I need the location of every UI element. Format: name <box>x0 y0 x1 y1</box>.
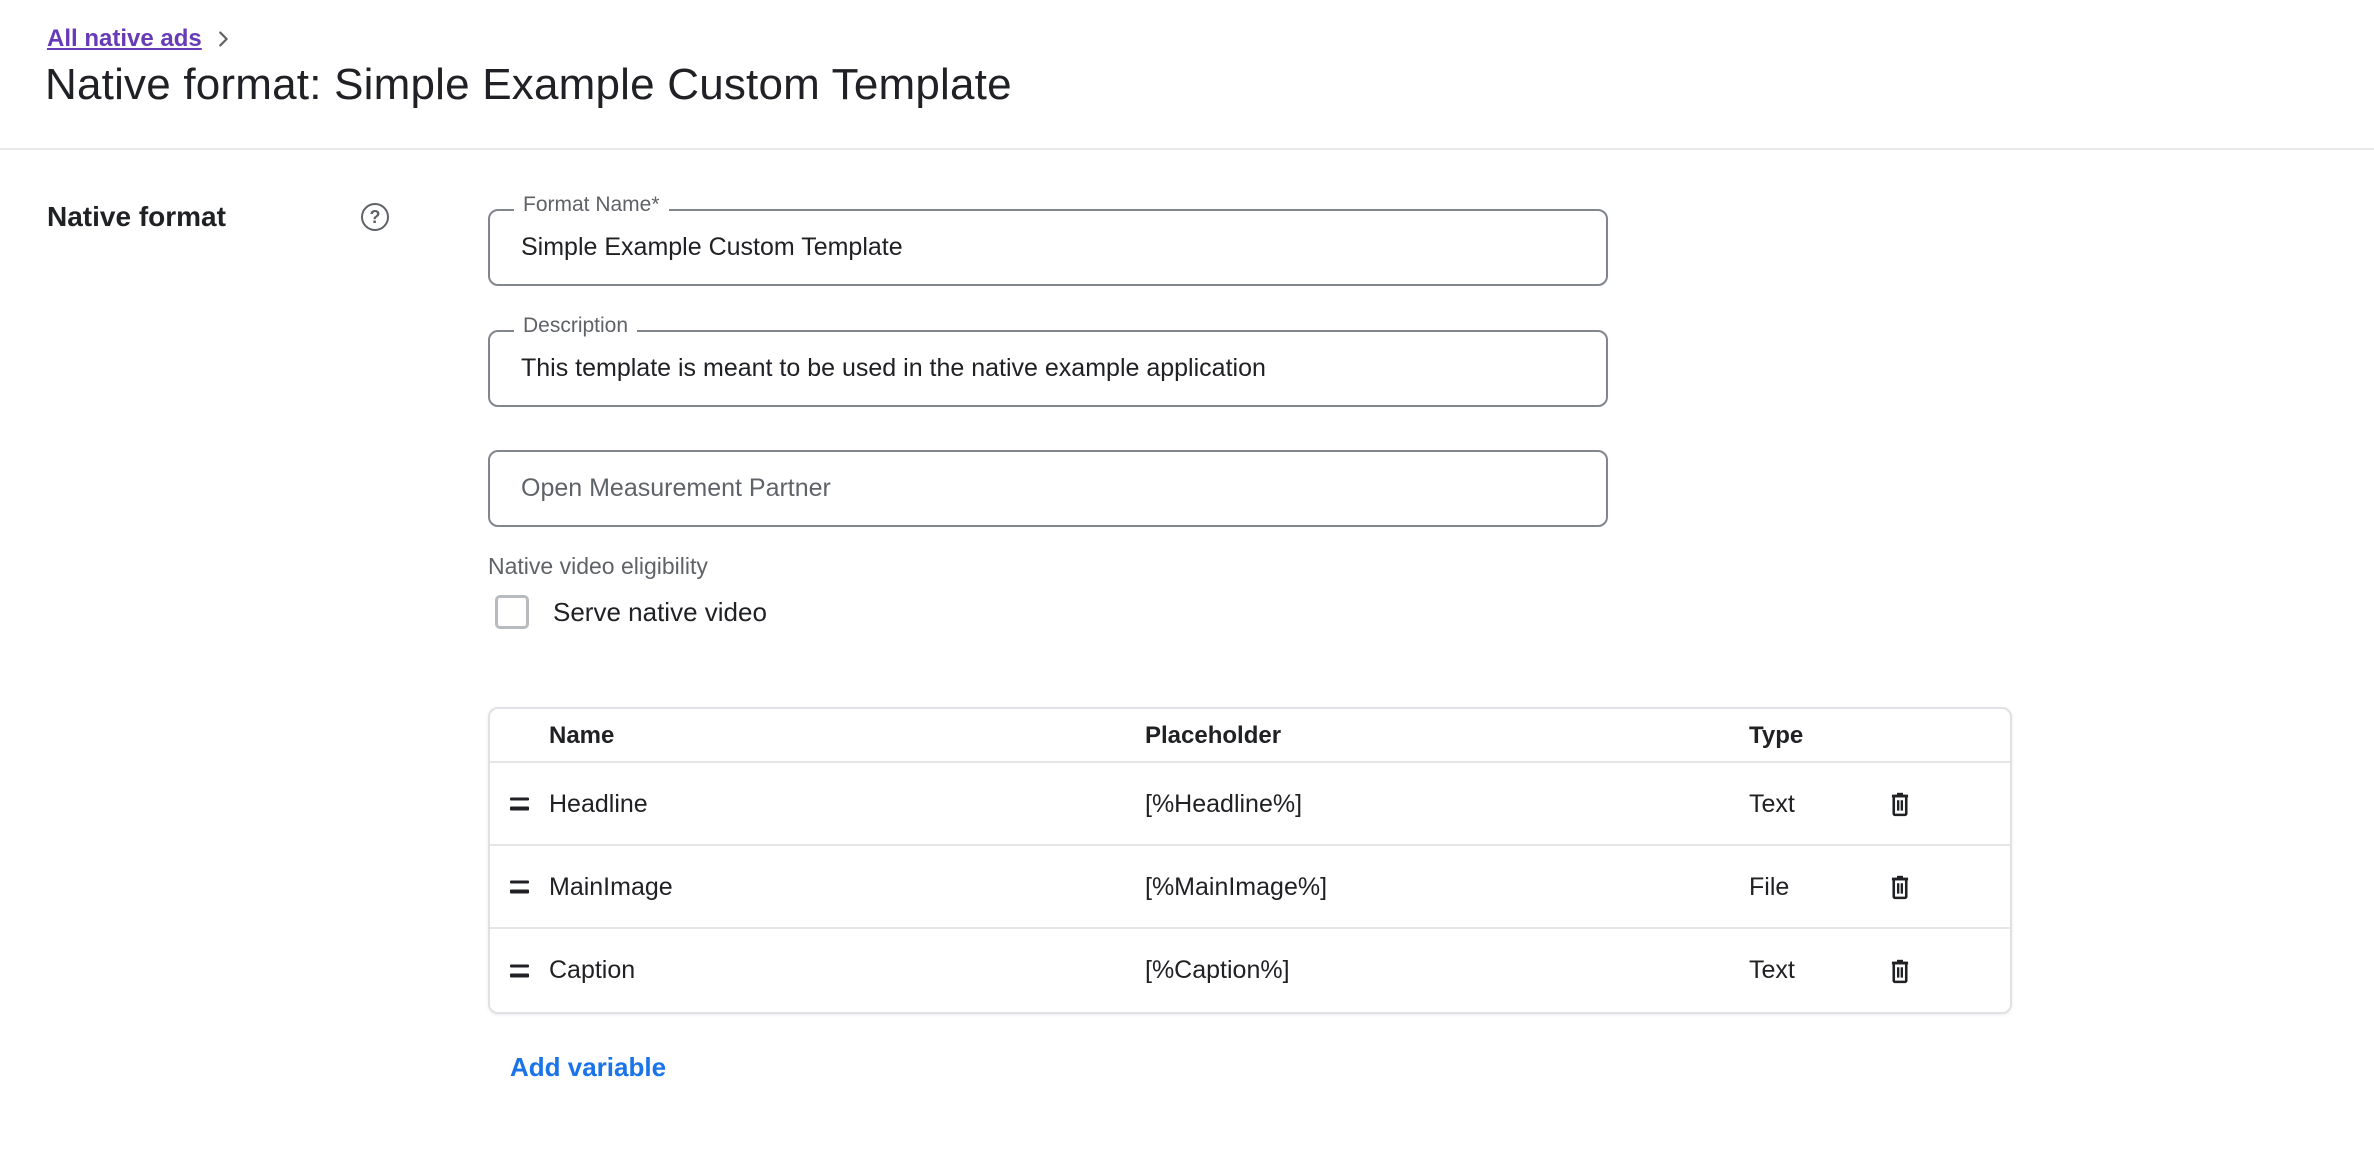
breadcrumb-link-all-native-ads[interactable]: All native ads <box>47 25 202 52</box>
native-video-eligibility-label: Native video eligibility <box>488 553 708 579</box>
trash-icon <box>1887 957 1913 985</box>
variables-table-header <box>490 709 2010 763</box>
chevron-right-icon <box>212 28 234 50</box>
table-row-mainimage <box>490 846 2010 929</box>
format-name-input[interactable] <box>490 211 1606 284</box>
description-input[interactable] <box>490 332 1606 405</box>
variable-type: Text <box>1749 956 1795 984</box>
table-row-caption <box>490 929 2010 1012</box>
column-header-placeholder: Placeholder <box>1145 722 1282 749</box>
variable-name-link[interactable]: MainImage <box>549 873 673 901</box>
variable-type: Text <box>1749 790 1795 818</box>
delete-variable-button[interactable] <box>1885 789 1915 819</box>
column-header-type: Type <box>1749 722 1804 749</box>
header-divider <box>0 148 2374 150</box>
variable-placeholder: [%Headline%] <box>1145 790 1303 818</box>
drag-handle-icon[interactable] <box>510 880 529 893</box>
open-measurement-partner-field <box>488 450 1608 527</box>
variables-table <box>488 707 2012 1014</box>
description-label: Description <box>514 315 637 337</box>
trash-icon <box>1887 790 1913 818</box>
page-title: Native format: Simple Example Custom Template <box>45 60 1012 109</box>
section-label-native-format: Native format <box>47 201 226 232</box>
variable-placeholder: [%Caption%] <box>1145 956 1290 984</box>
variable-type: File <box>1749 873 1790 901</box>
drag-handle-icon[interactable] <box>510 797 529 810</box>
trash-icon <box>1887 873 1913 901</box>
breadcrumb <box>47 24 234 54</box>
open-measurement-partner-input[interactable] <box>490 452 1606 525</box>
variable-name-link[interactable]: Caption <box>549 956 636 984</box>
help-icon-glyph: ? <box>369 207 381 227</box>
delete-variable-button[interactable] <box>1885 956 1915 986</box>
delete-variable-button[interactable] <box>1885 872 1915 902</box>
format-name-label: Format Name* <box>514 194 669 216</box>
description-field <box>488 314 1608 407</box>
column-header-name: Name <box>549 722 615 749</box>
variable-name-link[interactable]: Headline <box>549 790 648 818</box>
serve-native-video-label: Serve native video <box>553 597 767 627</box>
help-icon[interactable] <box>361 203 389 231</box>
serve-native-video-checkbox[interactable] <box>495 595 529 629</box>
variable-placeholder: [%MainImage%] <box>1145 873 1328 901</box>
drag-handle-icon[interactable] <box>510 964 529 977</box>
add-variable-button[interactable]: Add variable <box>510 1052 667 1082</box>
format-name-field <box>488 193 1608 286</box>
table-row-headline <box>490 763 2010 846</box>
